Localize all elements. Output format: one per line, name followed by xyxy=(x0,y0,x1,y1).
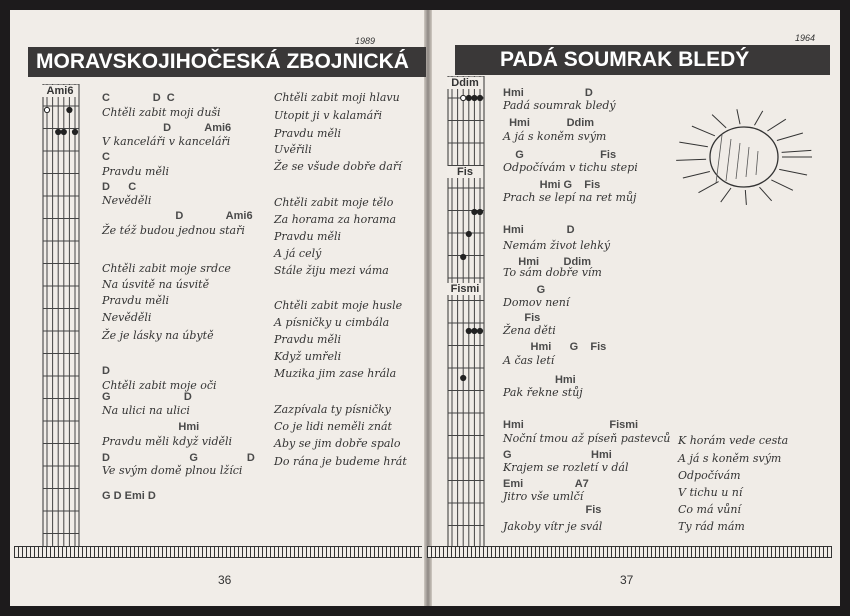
lyric-line: Ve svým domě plnou lžíci xyxy=(102,464,243,477)
lyric-line: A já s koněm svým xyxy=(678,452,782,465)
lyric-line: Domov není xyxy=(503,296,570,309)
lyric-line: Stále žiju mezi váma xyxy=(274,264,389,277)
lyric-line: Jakoby vítr je svál xyxy=(503,520,603,533)
chord-line: D xyxy=(102,365,110,377)
right-year: 1964 xyxy=(795,33,816,43)
lyric-line: Když umřeli xyxy=(274,350,342,363)
finger-dot xyxy=(477,328,482,333)
sun-ray xyxy=(782,150,812,152)
lyric-line: Ty rád mám xyxy=(678,520,745,533)
chord-line: G xyxy=(503,284,546,296)
finger-dot xyxy=(472,209,477,214)
right-chord-diagram-strip xyxy=(447,76,485,550)
lyric-line: Jitro vše umlčí xyxy=(503,490,584,503)
chord-line: C D C xyxy=(102,92,175,104)
lyric-line: Pravdu měli xyxy=(102,165,170,178)
lyric-line: A já s koněm svým xyxy=(503,130,607,143)
sun-ray xyxy=(779,169,807,175)
left-year: 1989 xyxy=(355,36,376,46)
left-song-title: MORAVSKOJIHOČESKÁ ZBOJNICKÁ xyxy=(28,47,426,77)
chord-label-fismi: Fismi xyxy=(447,283,483,295)
sun-ray xyxy=(771,180,793,190)
lyric-line: Za horama za horama xyxy=(274,213,397,226)
chord-line: G Hmi xyxy=(503,449,612,461)
lyric-line: Chtěli zabit moje husle xyxy=(274,299,403,312)
chord-line: Fis xyxy=(503,312,541,324)
chord-line: Hmi Fismi xyxy=(503,419,639,431)
lyric-line: Pravdu měli když viděli xyxy=(102,435,233,448)
finger-dot xyxy=(477,209,482,214)
chord-line: C xyxy=(102,151,110,163)
chord-line: D G D xyxy=(102,452,255,464)
chord-label-ami6: Ami6 xyxy=(42,85,78,97)
lyric-line: Do rána je budeme hrát xyxy=(274,455,407,468)
lyric-line: Aby se jim dobře spalo xyxy=(274,437,401,450)
lyric-line: Pravdu měli xyxy=(274,127,342,140)
sun-ray xyxy=(692,126,715,136)
chord-line: D C xyxy=(102,181,137,193)
lyric-line: Na ulici na ulici xyxy=(102,404,190,417)
left-chord-diagram-strip xyxy=(42,84,80,550)
finger-dot xyxy=(472,328,477,333)
lyric-line: Chtěli zabit moje srdce xyxy=(102,262,231,275)
chord-line: Hmi xyxy=(503,374,576,386)
lyric-line: V kanceláři v kanceláři xyxy=(102,135,231,148)
lyric-line: A čas letí xyxy=(503,354,555,367)
lyric-line: Že se všude dobře daří xyxy=(274,160,402,173)
chord-line: D Ami6 xyxy=(102,210,253,222)
right-ornamental-border xyxy=(427,546,832,558)
lyric-line: Chtěli zabit moji hlavu xyxy=(274,91,400,104)
chord-line: Hmi G Fis xyxy=(503,179,601,191)
chord-line: Hmi G Fis xyxy=(503,341,607,353)
finger-dot xyxy=(461,375,466,380)
lyric-line: Nevěděli xyxy=(102,311,152,324)
lyric-line: K horám vede cesta xyxy=(678,434,789,447)
chord-line: Hmi D xyxy=(503,87,593,99)
sun-ray xyxy=(698,182,718,193)
lyric-line: Prach se lepí na ret můj xyxy=(503,191,637,204)
finger-dot xyxy=(461,95,466,100)
chord-line: G D Emi D xyxy=(102,490,156,502)
lyric-line: Zazpívala ty písničky xyxy=(274,403,391,416)
finger-dot xyxy=(466,328,471,333)
finger-dot xyxy=(56,129,61,134)
sun-ray xyxy=(737,109,740,124)
sun-ray xyxy=(745,190,746,205)
lyric-line: Utopit ji v kalamáři xyxy=(274,109,382,122)
chord-line: Fis xyxy=(503,504,602,516)
lyric-line: Padá soumrak bledý xyxy=(503,99,616,112)
left-page-number: 36 xyxy=(218,573,232,587)
lyric-line: Noční tmou až píseň pastevců xyxy=(503,432,671,445)
lyric-line: Chtěli zabit moje tělo xyxy=(274,196,394,209)
sun-ray xyxy=(721,188,731,202)
sun-ray xyxy=(676,159,706,160)
lyric-line: Odpočívám v tichu stepi xyxy=(503,161,638,174)
chord-line: D Ami6 xyxy=(102,122,232,134)
sun-body xyxy=(710,127,778,187)
finger-dot xyxy=(472,95,477,100)
chord-line: Hmi Ddim xyxy=(503,256,592,268)
lyric-line: Muzika jim zase hrála xyxy=(274,367,397,380)
lyric-line: Nevěděli xyxy=(102,194,152,207)
lyric-line: Uvěřili xyxy=(274,143,312,156)
lyric-line: Pravdu měli xyxy=(102,294,170,307)
finger-dot xyxy=(61,129,66,134)
right-page xyxy=(430,10,840,606)
sun-ray xyxy=(683,171,710,178)
right-page-number: 37 xyxy=(620,573,634,587)
lyric-line: Odpočívám xyxy=(678,469,741,482)
lyric-line: Chtěli zabit moje oči xyxy=(102,379,217,392)
chord-line: Hmi Ddim xyxy=(503,117,595,129)
lyric-line: Pak řekne stůj xyxy=(503,386,583,399)
chord-label-ddim: Ddim xyxy=(447,77,483,89)
sun-ray xyxy=(754,111,762,125)
chord-line: Hmi xyxy=(102,421,200,433)
lyric-line: A písničky u cimbála xyxy=(274,316,390,329)
lyric-line: A já celý xyxy=(274,247,322,260)
lyric-line: Co je lidi neměli znát xyxy=(274,420,392,433)
lyric-line: Nemám život lehký xyxy=(503,239,611,252)
sun-ray xyxy=(777,133,803,141)
finger-dot xyxy=(44,107,49,112)
left-ornamental-border xyxy=(14,546,422,558)
lyric-line: Na úsvitě na úsvitě xyxy=(102,278,210,291)
finger-dot xyxy=(466,95,471,100)
sun-ray xyxy=(679,142,708,147)
chord-line: Hmi D xyxy=(503,224,575,236)
lyric-line: Žena děti xyxy=(503,324,556,337)
sun-ray xyxy=(767,119,785,131)
lyric-line: Že je lásky na úbytě xyxy=(102,329,214,342)
finger-dot xyxy=(461,254,466,259)
lyric-line: Pravdu měli xyxy=(274,333,342,346)
chord-line: G D xyxy=(102,391,192,403)
book-gutter xyxy=(424,10,432,606)
lyric-line: Co má vůní xyxy=(678,503,741,516)
finger-dot xyxy=(477,95,482,100)
lyric-line: To sám dobře vím xyxy=(503,266,602,279)
lyric-line: V tichu u ní xyxy=(678,486,743,499)
chord-line: Emi A7 xyxy=(503,478,589,490)
lyric-line: Chtěli zabit moji duši xyxy=(102,106,221,119)
sun-illustration xyxy=(672,105,817,205)
lyric-line: Že též budou jednou staři xyxy=(102,224,245,237)
lyric-line: Krajem se rozletí v dál xyxy=(503,461,629,474)
chord-line: G Fis xyxy=(503,149,617,161)
finger-dot xyxy=(466,231,471,236)
chord-label-fis: Fis xyxy=(447,166,483,178)
finger-dot xyxy=(72,129,77,134)
lyric-line: Pravdu měli xyxy=(274,230,342,243)
sun-ray xyxy=(712,115,726,128)
sun-ray xyxy=(759,187,771,201)
right-song-title: PADÁ SOUMRAK BLEDÝ xyxy=(455,45,830,75)
finger-dot xyxy=(67,107,72,112)
